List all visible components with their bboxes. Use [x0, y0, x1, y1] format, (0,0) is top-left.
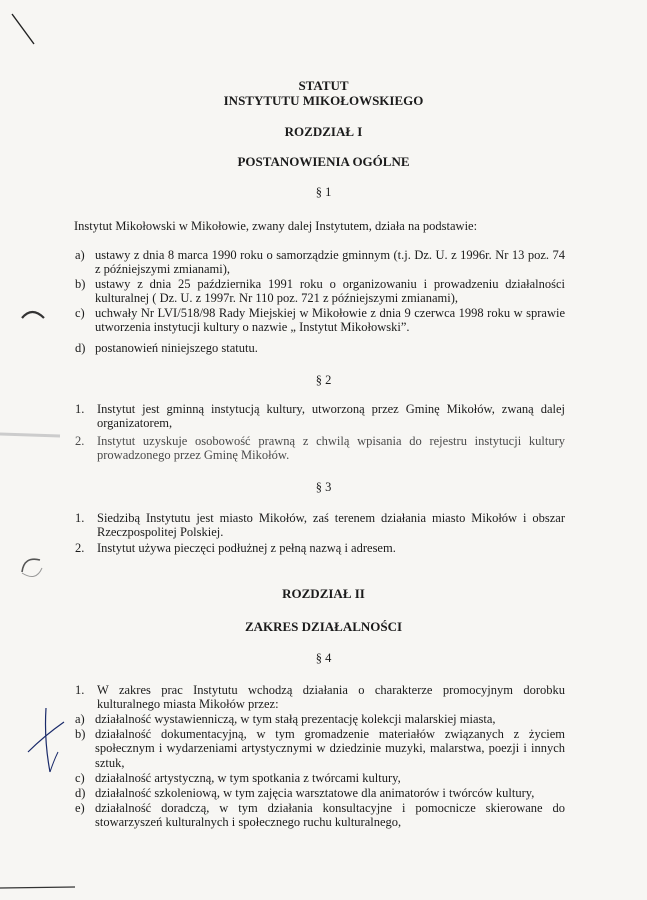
paragraph-1-intro: Instytut Mikołowski w Mikołowie, zwany dalej Instytutem, działa na podstawie: [74, 219, 478, 233]
list-marker: a) [75, 248, 85, 262]
list-marker: 2. [75, 541, 85, 555]
chapter-1-subheading: POSTANOWIENIA OGÓLNE [237, 154, 410, 169]
document-title: STATUT [298, 78, 349, 93]
list-item-text: działalność artystyczną, w tym spotkania z twórcami kultury, [95, 771, 401, 785]
handwritten-cross-mark [28, 708, 64, 772]
list-marker: 1. [75, 402, 85, 416]
list-marker: c) [75, 306, 85, 320]
chapter-1-heading: ROZDZIAŁ I [284, 124, 363, 139]
paragraph-4-symbol: § 4 [315, 651, 332, 665]
list-item-text: ustawy z dnia 25 października 1991 roku o organizowaniu i prowadzeniu działalności kulturalnej ( Dz. U. z 1997r. Nr 110 poz. 721 z późniejszymi zmianami), [95, 277, 565, 306]
punch-hole-shadow [22, 568, 42, 577]
list-item-text: działalność doradczą, w tym działania konsultacyjne i pomocnicze skierowane do stowarzyszeń kulturalnych i społecznego ruchu kulturalnego, [95, 801, 565, 830]
list-item [75, 341, 565, 355]
institute-name: INSTYTUTU MIKOŁOWSKIEGO [223, 93, 424, 108]
list-marker: 1. [75, 511, 85, 525]
list-marker: c) [75, 771, 85, 785]
list-marker: b) [75, 727, 86, 741]
list-item [75, 712, 565, 726]
list-item-text: ustawy z dnia 8 marca 1990 roku o samorządzie gminnym (t.j. Dz. U. z 1996r. Nr 13 poz. 74 z późniejszymi zmianami), [95, 248, 565, 277]
list-item [75, 727, 565, 770]
list-item-text: W zakres prac Instytutu wchodzą działania o charakterze promocyjnym dorobku kulturalnego miasta Mikołów przez: [97, 683, 565, 712]
pen-stroke-mark [12, 14, 34, 44]
list-item-text: działalność wystawienniczą, w tym stałą prezentację kolekcji malarskiej miasta, [95, 712, 496, 726]
list-item [75, 248, 565, 277]
list-item [75, 801, 565, 830]
list-item [75, 683, 565, 712]
list-item [75, 786, 565, 800]
punch-hole-mark-bottom [22, 559, 40, 572]
list-item [75, 277, 565, 306]
list-marker: e) [75, 801, 85, 815]
list-marker: 2. [75, 434, 85, 448]
punch-hole-mark-top [22, 312, 44, 318]
list-marker: b) [75, 277, 86, 291]
list-item [75, 511, 565, 540]
paragraph-1-symbol: § 1 [315, 185, 332, 199]
paragraph-3-symbol: § 3 [315, 480, 332, 494]
list-item-text: Siedzibą Instytutu jest miasto Mikołów, zaś terenem działania miasto Mikołów i obszar Rzeczpospolitej Polskiej. [97, 511, 565, 540]
list-item [75, 434, 565, 463]
list-item-text: uchwały Nr LVI/518/98 Rady Miejskiej w Mikołowie z dnia 9 czerwca 1998 roku w sprawie utworzenia instytucji kultury o nazwie „ Instytut Mikołowski”. [95, 306, 565, 335]
list-item-text: działalność dokumentacyjną, w tym gromadzenie materiałów związanych z życiem społecznym i wydarzeniami artystycznymi w dziedzinie muzyki, malarstwa, poezji i innych sztuk, [95, 727, 565, 770]
list-item-text: Instytut używa pieczęci podłużnej z pełną nazwą i adresem. [97, 541, 396, 555]
bottom-edge-line [0, 887, 75, 888]
list-item [75, 306, 565, 335]
list-marker: 1. [75, 683, 85, 697]
list-marker: a) [75, 712, 85, 726]
chapter-2-heading: ROZDZIAŁ II [282, 586, 365, 601]
list-item [75, 541, 565, 555]
list-item [75, 771, 565, 785]
list-item-text: postanowień niniejszego statutu. [95, 341, 258, 355]
list-item-text: Instytut uzyskuje osobowość prawną z chwilą wpisania do rejestru instytucji kultury prowadzonego przez Gminę Mikołów. [97, 434, 565, 463]
paragraph-2-symbol: § 2 [315, 373, 332, 387]
list-marker: d) [75, 341, 86, 355]
list-item-text: działalność szkoleniową, w tym zajęcia warsztatowe dla animatorów i twórców kultury, [95, 786, 535, 800]
list-item [75, 402, 565, 431]
list-marker: d) [75, 786, 86, 800]
list-item-text: Instytut jest gminną instytucją kultury, utworzoną przez Gminę Mikołów, zwaną dalej organizatorem, [97, 402, 565, 431]
chapter-2-subheading: ZAKRES DZIAŁALNOŚCI [244, 619, 403, 634]
scan-smudge [0, 434, 60, 436]
